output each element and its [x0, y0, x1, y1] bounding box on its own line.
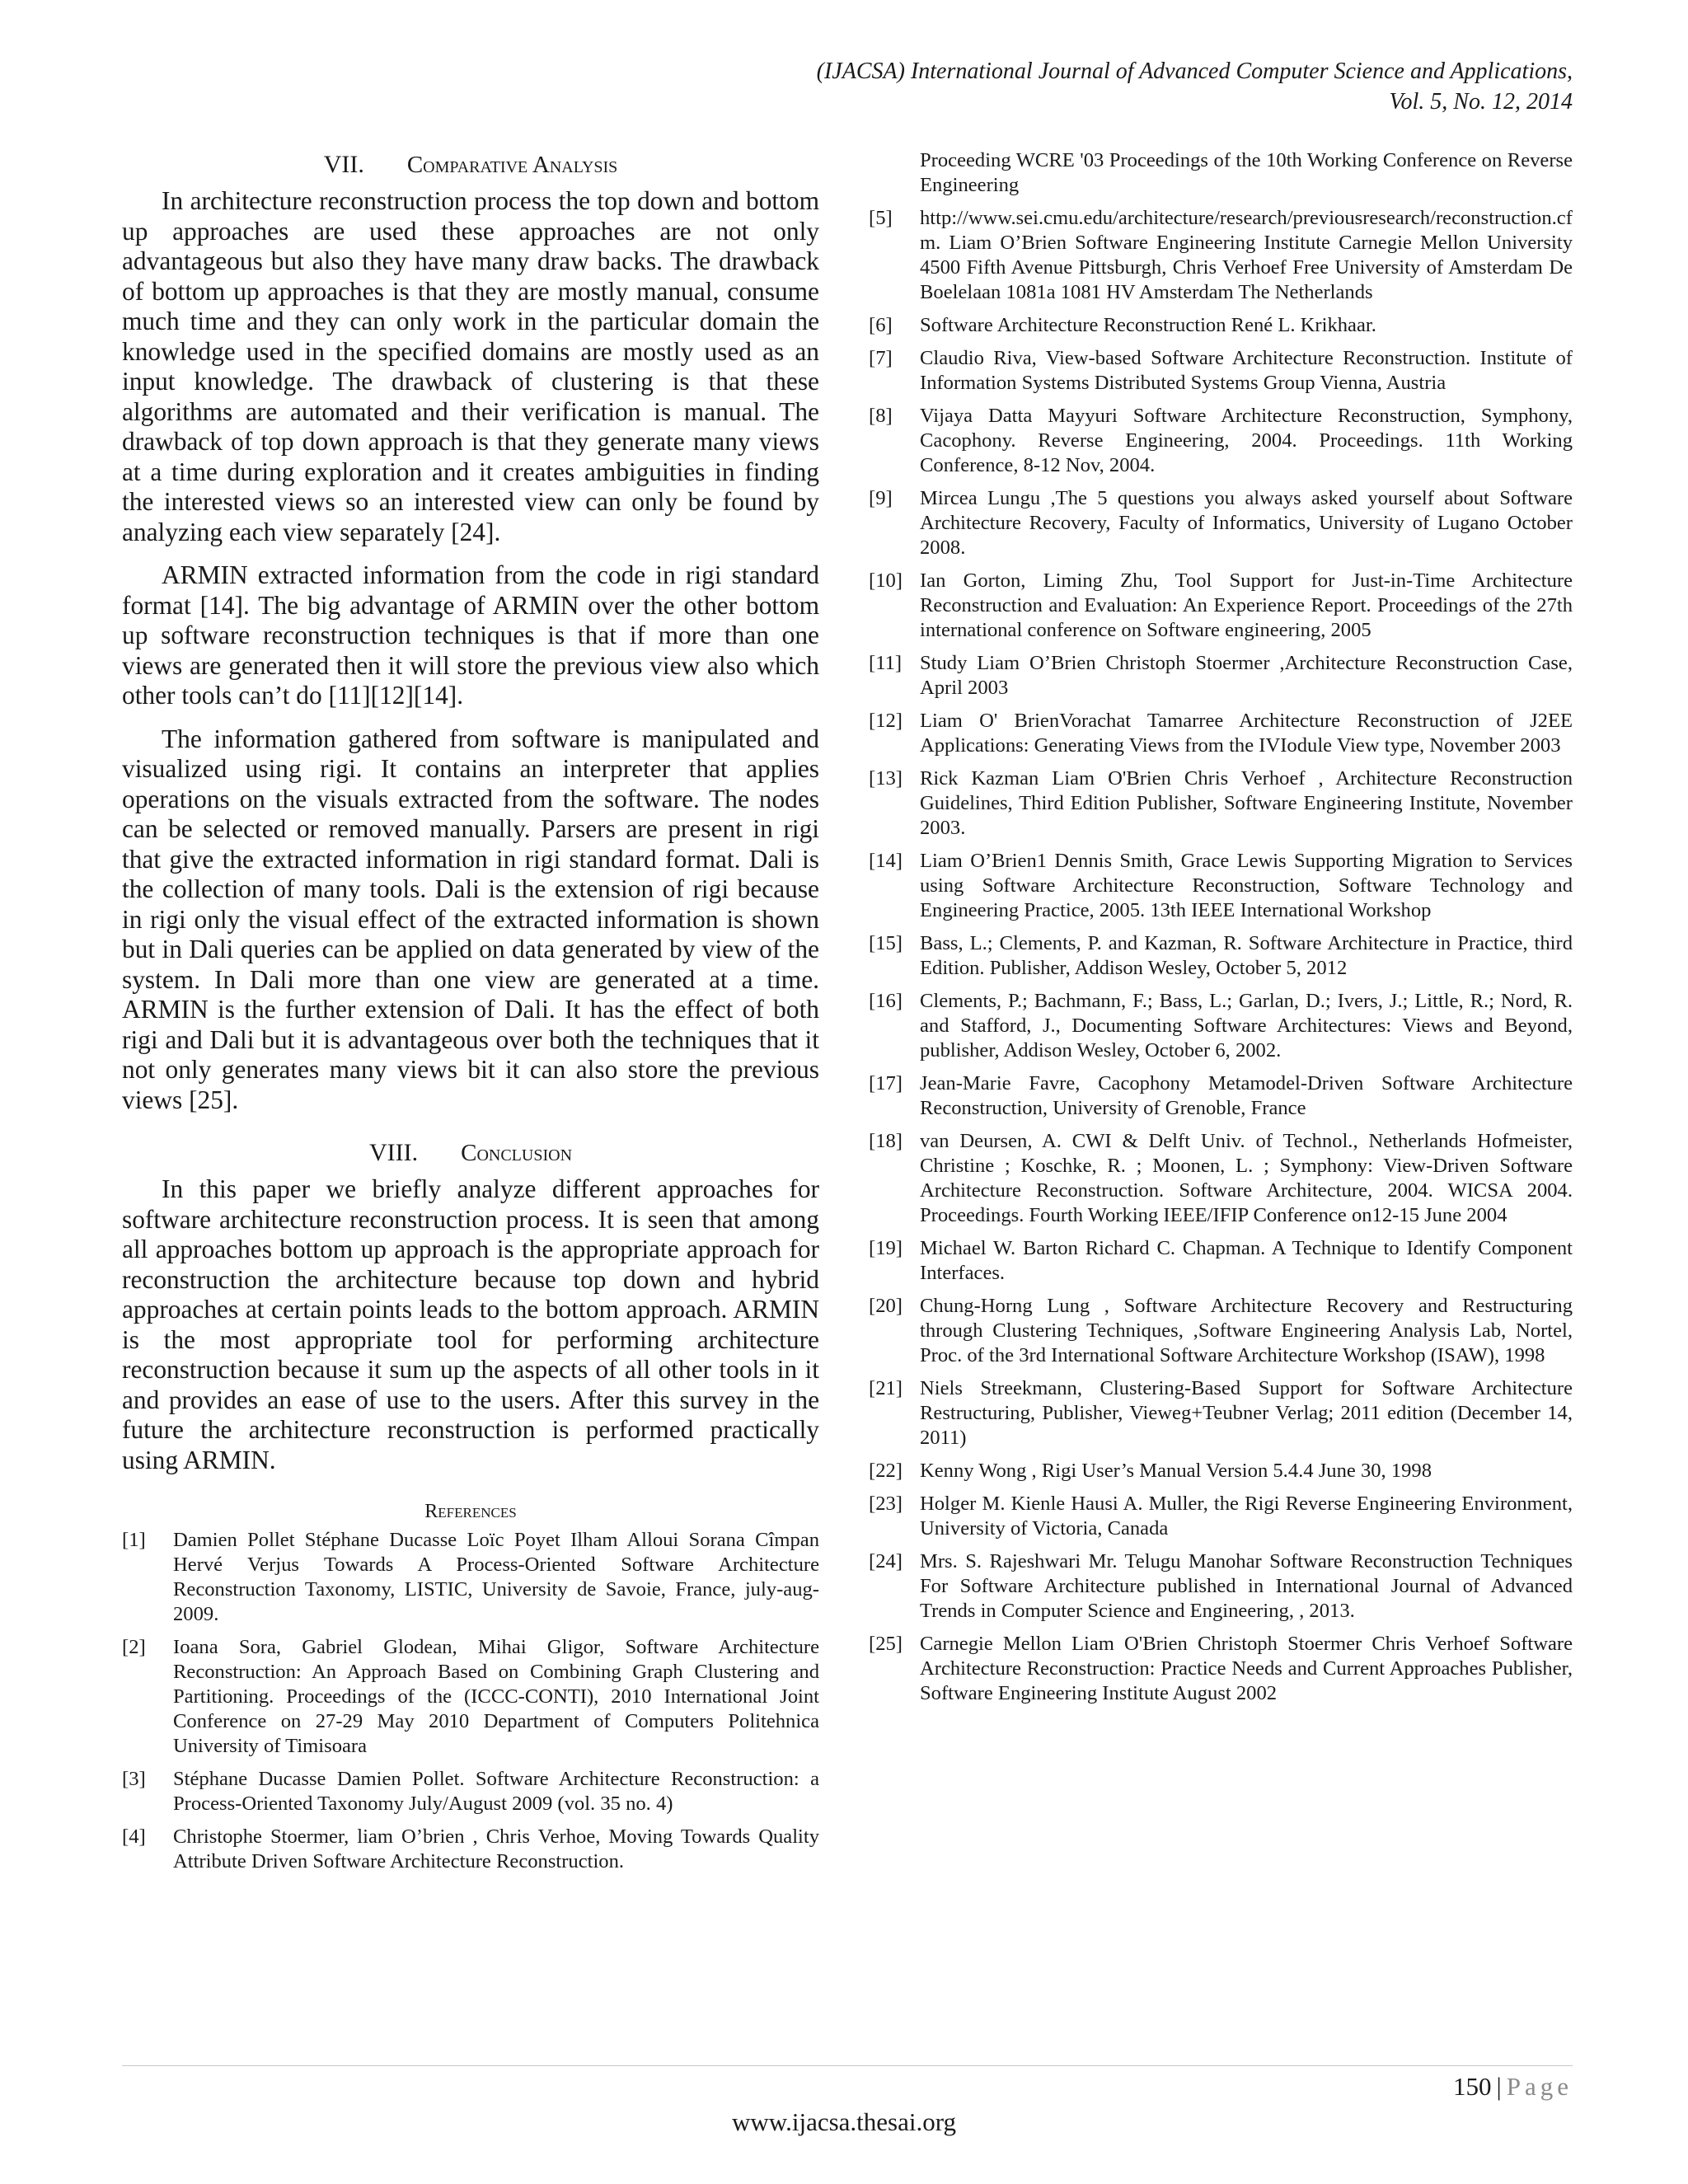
reference-text: Rick Kazman Liam O'Brien Chris Verhoef , Architecture Reconstruction Guidelines, Third Edition Publisher, Software Engineering Institute, November 2003.	[920, 767, 1573, 839]
reference-number: [8]	[869, 405, 893, 427]
section-7-paragraph: In architecture reconstruction process the top down and bottom up approaches are used these approaches are not only advantageous but also they have many draw backs. The drawback of bottom up approaches is that they are mostly manual, consume much time and they can only work in the particular domain the knowledge used in the specified domains are mostly used as an input knowledge. The drawback of clustering is that these algorithms are automated and their verification is manual. The drawback of top down approach is that they generate many views at a time during exploration and it creates ambiguities in finding the interested views so an interested view can only be found by analyzing each view separately [24].	[122, 186, 819, 546]
reference-number: [25]	[869, 1633, 903, 1655]
reference-item	[869, 346, 1573, 396]
reference-item	[869, 569, 1573, 643]
reference-number: [1]	[122, 1529, 146, 1551]
reference-item	[869, 404, 1573, 478]
section-8-heading	[122, 1137, 819, 1169]
reference-number: [22]	[869, 1460, 903, 1482]
section-8-number: VIII.	[368, 1139, 419, 1166]
reference-number: [5]	[869, 207, 893, 229]
reference-number: [6]	[869, 314, 893, 336]
reference-text: Liam O' BrienVorachat Tamarree Architecture Reconstruction of J2EE Applications: Generating Views from the IVIodule View type, November 2003	[920, 710, 1573, 757]
reference-number: [10]	[869, 569, 903, 592]
reference-number: [11]	[869, 652, 903, 674]
section-7-paragraph: ARMIN extracted information from the code in rigi standard format [14]. The big advantage of ARMIN over the other bottom up software reconstruction techniques is that if more than one views are generated then it will store the previous view also which other tools can’t do [11][12][14].	[122, 560, 819, 710]
right-column	[869, 148, 1573, 1714]
reference-item	[869, 313, 1573, 338]
reference-item	[869, 206, 1573, 305]
reference-text: Mircea Lungu ,The 5 questions you always asked yourself about Software Architecture Recovery, Faculty of Informatics, University of Lugano October 2008.	[920, 487, 1573, 559]
reference-item	[122, 1635, 819, 1759]
references-heading: References	[424, 1501, 517, 1522]
page-word: Page	[1506, 2072, 1573, 2101]
reference-text: Chung-Horng Lung , Software Architecture Recovery and Restructuring through Clustering Techniques, ,Software Engineering Analysis Lab, Nortel, Proc. of the 3rd International Software Architecture Workshop (ISAW), 1998	[920, 1295, 1573, 1366]
reference-text: Stéphane Ducasse Damien Pollet. Software Architecture Reconstruction: a Process-Oriented Taxonomy July/August 2009 (vol. 35 no. 4)	[173, 1768, 819, 1815]
reference-number: [14]	[869, 850, 903, 872]
reference-text: Jean-Marie Favre, Cacophony Metamodel-Driven Software Architecture Reconstruction, University of Grenoble, France	[920, 1072, 1573, 1119]
reference-text: http://www.sei.cmu.edu/architecture/research/previousresearch/reconstruction.cfm. Liam O’Brien Software Engineering Institute Carnegie Mellon University 4500 Fifth Avenue Pittsburgh, Chris Verhoef Free University of Amsterdam De Boelelaan 1081a 1081 HV Amsterdam The Netherlands	[920, 207, 1573, 303]
section-8-paragraph: In this paper we briefly analyze different approaches for software architecture reconstruction process. It is seen that among all approaches bottom up approach is the appropriate approach for reconstruction the architecture because top down and hybrid approaches at certain points leads to the bottom approach. ARMIN is the most appropriate tool for performing architecture reconstruction because it sum up the aspects of all other tools in it and provides an ease of use to the users. After this survey in the future the architecture reconstruction is performed practically using ARMIN.	[122, 1174, 819, 1474]
reference-text: Vijaya Datta Mayyuri Software Architecture Reconstruction, Symphony, Cacophony. Reverse Engineering, 2004. Proceedings. 11th Working Conference, 8-12 Nov, 2004.	[920, 405, 1573, 476]
journal-header	[817, 56, 1573, 117]
section-7-heading	[122, 148, 819, 181]
journal-title-line: (IJACSA) International Journal of Advanced Computer Science and Applications,	[816, 59, 1573, 84]
reference-text: Christophe Stoermer, liam O’brien , Chris Verhoe, Moving Towards Quality Attribute Driven Software Architecture Reconstruction.	[173, 1825, 819, 1872]
page-number	[1453, 2070, 1573, 2103]
reference-item	[869, 1632, 1573, 1706]
reference-item	[869, 1236, 1573, 1286]
reference-item	[869, 1129, 1573, 1228]
reference-text: Kenny Wong , Rigi User’s Manual Version 5.4.4 June 30, 1998	[920, 1460, 1432, 1482]
reference-number: [21]	[869, 1377, 903, 1399]
reference-item	[869, 931, 1573, 981]
reference-text: Liam O’Brien1 Dennis Smith, Grace Lewis Supporting Migration to Services using Software Architecture Reconstruction, Software Technology and Engineering Practice, 2005. 13th IEEE International Workshop	[920, 850, 1573, 921]
reference-item	[869, 1459, 1573, 1483]
reference-text: Software Architecture Reconstruction René L. Krikhaar.	[920, 314, 1376, 336]
reference-number: [12]	[869, 710, 903, 732]
reference-number: [17]	[869, 1072, 903, 1094]
reference-number: [7]	[869, 347, 893, 369]
reference-text: Bass, L.; Clements, P. and Kazman, R. Software Architecture in Practice, third Edition. Publisher, Addison Wesley, October 5, 2012	[920, 932, 1573, 979]
reference-text: Damien Pollet Stéphane Ducasse Loïc Poyet Ilham Alloui Sorana Cîmpan Hervé Verjus Towards A Process-Oriented Software Architecture Reconstruction Taxonomy, LISTIC, University de Savoie, France, july-aug-2009.	[173, 1529, 819, 1625]
reference-text: Carnegie Mellon Liam O'Brien Christoph Stoermer Chris Verhoef Software Architecture Reconstruction: Practice Needs and Current Approaches Publisher, Software Engineering Institute August 2002	[920, 1633, 1573, 1704]
reference-text: Niels Streekmann, Clustering-Based Support for Software Architecture Restructuring, Publisher, Vieweg+Teubner Verlag; 2011 edition (December 14, 2011)	[920, 1377, 1573, 1449]
reference-text: Michael W. Barton Richard C. Chapman. A Technique to Identify Component Interfaces.	[920, 1237, 1573, 1284]
reference-4-continuation: Proceeding WCRE '03 Proceedings of the 10th Working Conference on Reverse Engineering	[920, 149, 1573, 196]
reference-text: Ian Gorton, Liming Zhu, Tool Support for Just-in-Time Architecture Reconstruction and Evaluation: An Experience Report. Proceedings of the 27th international conference on Software engineering, 2005	[920, 569, 1573, 641]
left-column	[122, 148, 819, 1882]
reference-text: Holger M. Kienle Hausi A. Muller, the Rigi Reverse Engineering Environment, University of Victoria, Canada	[920, 1493, 1573, 1540]
reference-item	[869, 766, 1573, 841]
reference-text: Ioana Sora, Gabriel Glodean, Mihai Gligor, Software Architecture Reconstruction: An Approach Based on Combining Graph Clustering and Partitioning. Proceedings of the (ICCC-CONTI), 2010 International Joint Conference on 27-29 May 2010 Department of Computers Politehnica University of Timisoara	[173, 1636, 819, 1757]
reference-number: [16]	[869, 990, 903, 1012]
reference-number: [18]	[869, 1130, 903, 1152]
reference-number: [19]	[869, 1237, 903, 1259]
reference-number: [4]	[122, 1825, 146, 1848]
reference-item	[869, 1071, 1573, 1121]
reference-number: [15]	[869, 932, 903, 954]
reference-item	[869, 651, 1573, 701]
reference-item	[869, 1549, 1573, 1624]
page-separator: |	[1496, 2072, 1502, 2101]
reference-item	[122, 1825, 819, 1874]
reference-item	[869, 1492, 1573, 1541]
section-7-number: VII.	[323, 151, 364, 178]
reference-number: [9]	[869, 487, 893, 509]
reference-number: [3]	[122, 1768, 146, 1790]
reference-item	[869, 1294, 1573, 1368]
reference-number: [2]	[122, 1636, 146, 1658]
reference-item	[122, 1767, 819, 1816]
reference-number: [20]	[869, 1295, 903, 1317]
reference-text: Mrs. S. Rajeshwari Mr. Telugu Manohar Software Reconstruction Techniques For Software Architecture published in International Journal of Advanced Trends in Computer Science and Engineering, , 2013.	[920, 1550, 1573, 1622]
section-8-title: Conclusion	[461, 1140, 573, 1166]
reference-text: van Deursen, A. CWI & Delft Univ. of Technol., Netherlands Hofmeister, Christine ; Koschke, R. ; Moonen, L. ; Symphony: View-Driven Software Architecture Reconstruction. Software Architecture, 2004. WICSA 2004. Proceedings. Fourth Working IEEE/IFIP Conference on12-15 June 2004	[920, 1130, 1573, 1226]
reference-item	[869, 709, 1573, 758]
reference-item	[122, 1528, 819, 1627]
reference-text: Study Liam O’Brien Christoph Stoermer ,Architecture Reconstruction Case, April 2003	[920, 652, 1573, 699]
reference-item	[869, 1376, 1573, 1451]
reference-number: [23]	[869, 1493, 903, 1515]
reference-text: Clements, P.; Bachmann, F.; Bass, L.; Garlan, D.; Ivers, J.; Little, R.; Nord, R. and Stafford, J., Documenting Software Architectures: Views and Beyond, publisher, Addison Wesley, October 6, 2002.	[920, 990, 1573, 1062]
reference-text: Claudio Riva, View-based Software Architecture Reconstruction. Institute of Information Systems Distributed Systems Group Vienna, Austria	[920, 347, 1573, 394]
volume-line: Vol. 5, No. 12, 2014	[1389, 89, 1573, 115]
reference-number: [13]	[869, 767, 903, 790]
section-7-title: Comparative Analysis	[406, 152, 618, 178]
reference-item	[869, 486, 1573, 560]
page-number-value: 150	[1453, 2072, 1492, 2101]
reference-item	[869, 849, 1573, 923]
section-7-paragraph: The information gathered from software is manipulated and visualized using rigi. It contains an interpreter that applies operations on the visuals extracted from the software. The nodes can be selected or removed manually. Parsers are present in rigi that give the extracted information in rigi standard format. Dali is the collection of many tools. Dali is the extension of rigi because in rigi only the visual effect of the extracted information is shown but in Dali queries can be applied on data generated by view of the system. In Dali more than one view are generated at a time. ARMIN is the further extension of Dali. It has the effect of both rigi and Dali but it is advantageous over both the techniques that it not only generates many views bit it can also store the previous views [25].	[122, 724, 819, 1114]
footer-divider	[122, 2065, 1573, 2066]
reference-item	[869, 989, 1573, 1063]
reference-number: [24]	[869, 1550, 903, 1572]
footer-url: www.ijacsa.thesai.org	[731, 2107, 957, 2136]
